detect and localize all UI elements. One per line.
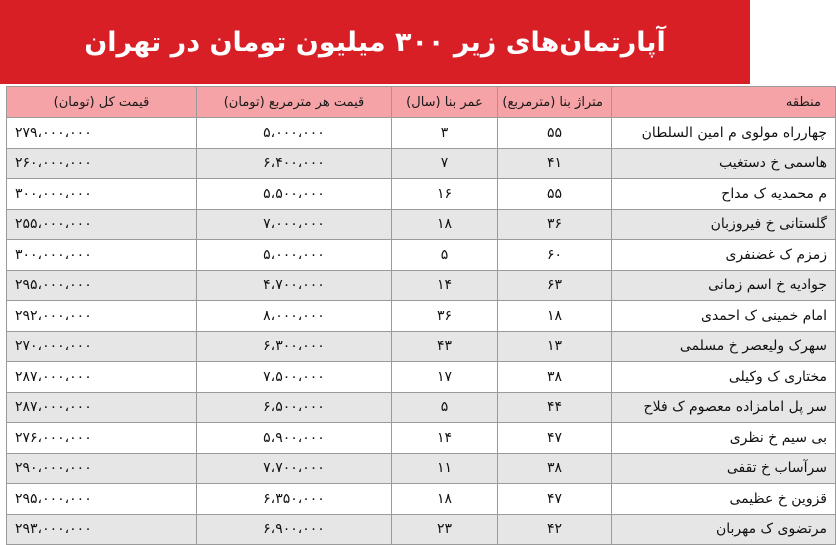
table-body — [7, 118, 836, 545]
table-row — [7, 484, 836, 515]
cell-total-price: ۲۹۲،۰۰۰،۰۰۰ — [7, 301, 197, 332]
table-header-row — [7, 87, 836, 118]
cell-size: ۶۰ — [498, 240, 612, 271]
table-row — [7, 240, 836, 271]
header-price-per-m2: قیمت هر مترمربع (تومان) — [197, 87, 392, 118]
cell-age: ۱۴ — [392, 270, 498, 301]
cell-price-per-m2: ۵،۰۰۰،۰۰۰ — [197, 240, 392, 271]
table-row — [7, 331, 836, 362]
table-row — [7, 148, 836, 179]
cell-total-price: ۳۰۰،۰۰۰،۰۰۰ — [7, 179, 197, 210]
cell-size: ۴۷ — [498, 423, 612, 454]
table-row — [7, 209, 836, 240]
cell-size: ۴۲ — [498, 514, 612, 545]
cell-area: زمزم ک غضنفری — [612, 240, 836, 271]
table-row — [7, 392, 836, 423]
cell-total-price: ۲۷۹،۰۰۰،۰۰۰ — [7, 118, 197, 149]
cell-price-per-m2: ۷،۰۰۰،۰۰۰ — [197, 209, 392, 240]
table-row — [7, 423, 836, 454]
cell-age: ۱۷ — [392, 362, 498, 393]
cell-age: ۴۳ — [392, 331, 498, 362]
cell-age: ۱۴ — [392, 423, 498, 454]
cell-age: ۳ — [392, 118, 498, 149]
cell-age: ۵ — [392, 240, 498, 271]
cell-total-price: ۲۹۵،۰۰۰،۰۰۰ — [7, 270, 197, 301]
cell-size: ۵۵ — [498, 118, 612, 149]
cell-size: ۵۵ — [498, 179, 612, 210]
cell-total-price: ۲۹۵،۰۰۰،۰۰۰ — [7, 484, 197, 515]
page-title: آپارتمان‌های زیر ۳۰۰ میلیون تومان در تهران — [84, 26, 666, 58]
cell-area: مختاری ک وکیلی — [612, 362, 836, 393]
cell-size: ۳۶ — [498, 209, 612, 240]
table-row — [7, 270, 836, 301]
cell-area: سرآساب خ تقفی — [612, 453, 836, 484]
cell-price-per-m2: ۶،۵۰۰،۰۰۰ — [197, 392, 392, 423]
table-row — [7, 362, 836, 393]
table-row — [7, 179, 836, 210]
header-area: منطقه — [612, 87, 836, 118]
table-row — [7, 118, 836, 149]
cell-size: ۴۱ — [498, 148, 612, 179]
cell-price-per-m2: ۷،۵۰۰،۰۰۰ — [197, 362, 392, 393]
cell-age: ۱۱ — [392, 453, 498, 484]
table-row — [7, 514, 836, 545]
cell-size: ۱۳ — [498, 331, 612, 362]
cell-size: ۱۸ — [498, 301, 612, 332]
cell-price-per-m2: ۶،۴۰۰،۰۰۰ — [197, 148, 392, 179]
table-row — [7, 301, 836, 332]
header-age: عمر بنا (سال) — [392, 87, 498, 118]
cell-total-price: ۲۸۷،۰۰۰،۰۰۰ — [7, 362, 197, 393]
cell-total-price: ۲۷۰،۰۰۰،۰۰۰ — [7, 331, 197, 362]
cell-area: گلستانی خ فیروزبان — [612, 209, 836, 240]
cell-price-per-m2: ۶،۳۰۰،۰۰۰ — [197, 331, 392, 362]
cell-size: ۴۴ — [498, 392, 612, 423]
cell-area: چهارراه مولوی م امین السلطان — [612, 118, 836, 149]
cell-age: ۱۸ — [392, 484, 498, 515]
cell-total-price: ۲۹۰،۰۰۰،۰۰۰ — [7, 453, 197, 484]
cell-total-price: ۲۸۷،۰۰۰،۰۰۰ — [7, 392, 197, 423]
cell-age: ۱۸ — [392, 209, 498, 240]
cell-age: ۱۶ — [392, 179, 498, 210]
apartment-price-table — [6, 86, 836, 545]
cell-area: جوادیه خ اسم زمانی — [612, 270, 836, 301]
cell-price-per-m2: ۷،۷۰۰،۰۰۰ — [197, 453, 392, 484]
cell-size: ۴۷ — [498, 484, 612, 515]
header-total-price: قیمت کل (تومان) — [7, 87, 197, 118]
cell-price-per-m2: ۶،۹۰۰،۰۰۰ — [197, 514, 392, 545]
cell-price-per-m2: ۵،۵۰۰،۰۰۰ — [197, 179, 392, 210]
cell-price-per-m2: ۴،۷۰۰،۰۰۰ — [197, 270, 392, 301]
cell-total-price: ۲۹۳،۰۰۰،۰۰۰ — [7, 514, 197, 545]
cell-total-price: ۲۷۶،۰۰۰،۰۰۰ — [7, 423, 197, 454]
cell-area: امام خمینی ک احمدی — [612, 301, 836, 332]
cell-area: م محمدیه ک مداح — [612, 179, 836, 210]
header-size: متراژ بنا (مترمربع) — [498, 87, 612, 118]
table-row — [7, 453, 836, 484]
cell-area: سهرک ولیعصر خ مسلمی — [612, 331, 836, 362]
cell-age: ۲۳ — [392, 514, 498, 545]
cell-age: ۷ — [392, 148, 498, 179]
cell-price-per-m2: ۵،۰۰۰،۰۰۰ — [197, 118, 392, 149]
cell-size: ۳۸ — [498, 453, 612, 484]
cell-size: ۳۸ — [498, 362, 612, 393]
cell-price-per-m2: ۵،۹۰۰،۰۰۰ — [197, 423, 392, 454]
cell-price-per-m2: ۸،۰۰۰،۰۰۰ — [197, 301, 392, 332]
cell-area: هاسمی خ دستغیب — [612, 148, 836, 179]
cell-total-price: ۲۶۰،۰۰۰،۰۰۰ — [7, 148, 197, 179]
cell-area: سر پل امامزاده معصوم ک فلاح — [612, 392, 836, 423]
title-banner — [0, 0, 750, 84]
cell-area: بی سیم خ نظری — [612, 423, 836, 454]
cell-total-price: ۲۵۵،۰۰۰،۰۰۰ — [7, 209, 197, 240]
cell-age: ۵ — [392, 392, 498, 423]
cell-area: مرتضوی ک مهربان — [612, 514, 836, 545]
cell-size: ۶۳ — [498, 270, 612, 301]
cell-area: قزوین خ عظیمی — [612, 484, 836, 515]
cell-price-per-m2: ۶،۳۵۰،۰۰۰ — [197, 484, 392, 515]
cell-age: ۳۶ — [392, 301, 498, 332]
cell-total-price: ۳۰۰،۰۰۰،۰۰۰ — [7, 240, 197, 271]
